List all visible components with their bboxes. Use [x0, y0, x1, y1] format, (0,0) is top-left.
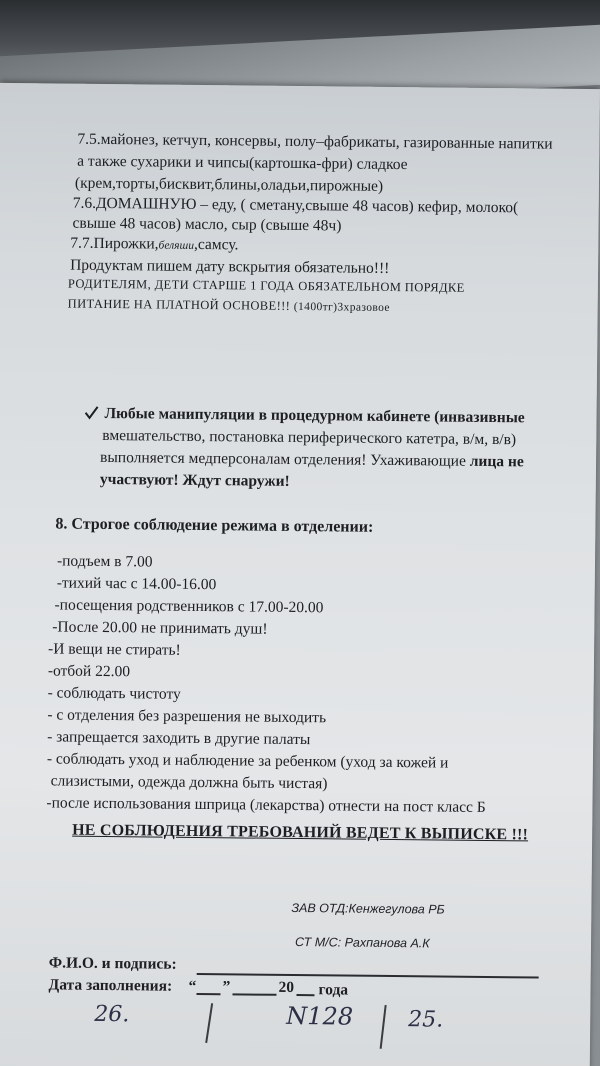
- head-of-department: ЗАВ ОТД:Кенжегулова РБ: [291, 900, 445, 917]
- date-year-suffix: года: [318, 981, 349, 999]
- rule-item: -И вещи не стирать!: [48, 640, 181, 659]
- s7-line-6: [70, 236, 238, 253]
- rule-item: -тихий час с 14.00-16.00: [56, 574, 217, 594]
- rule-item: -посещения родственников с 17.00-20.00: [54, 596, 324, 617]
- rule-item: -подъем в 7.00: [56, 552, 153, 571]
- rule-item: - запрещается заходить в другие палаты: [47, 728, 311, 749]
- checkmark-icon: [84, 406, 98, 420]
- date-day-line[interactable]: [196, 993, 220, 995]
- manip-line-2b: в/м, в/в): [462, 430, 517, 449]
- s7-line-8: РОДИТЕЛЯМ, ДЕТИ СТАРШЕ 1 ГОДА ОБЯЗАТЕЛЬНОМ ПОРЯДКЕ: [67, 276, 465, 295]
- s7-line-9: [68, 298, 390, 315]
- manip-line-4: участвуют! Ждут снаружи!: [99, 470, 290, 490]
- senior-nurse: СТ М/С: Рахпанова А.К: [294, 934, 430, 951]
- name-signature-label: Ф.И.О. и подпись:: [48, 954, 177, 973]
- rule-item: -после использования шприца (лекарства) отнести на пост класс Б: [46, 794, 486, 816]
- discharge-warning: НЕ СОБЛЮДЕНИЯ ТРЕБОВАНИЙ ВЕДЕТ К ВЫПИСКЕ !!!: [72, 821, 529, 844]
- manip-line-2a: вмешательство, постановка периферического катетра,: [102, 426, 460, 448]
- handwritten-number-3: 25.: [408, 1007, 444, 1033]
- manip-line-3c: лица не: [469, 452, 524, 471]
- document-page: [0, 83, 600, 1066]
- s7-line-6b: беляши: [158, 239, 195, 252]
- manip-line-3b: Ухаживающие: [370, 451, 466, 470]
- hand-divider-1: [205, 1003, 213, 1043]
- manip-line-3a: выполняется медперсоналам отделения!: [100, 448, 367, 469]
- handwritten-number-2: N128: [286, 1001, 354, 1031]
- s7-line-4: 7.6.ДОМАШНУЮ – еду, ( сметану,свыше 48 часов) кефир, молоко(: [72, 194, 519, 217]
- s7-line-6a: 7.7.Пирожки,: [70, 234, 159, 253]
- rule-item: -отбой 22.00: [47, 662, 131, 681]
- date-month-line[interactable]: [232, 993, 276, 995]
- date-label: Дата заполнения:: [48, 976, 173, 995]
- hand-divider-2: [380, 1005, 387, 1049]
- rule-item: -После 20.00 не принимать душ!: [52, 618, 268, 638]
- handwritten-number-1: 26.: [94, 1001, 130, 1028]
- manip-line-2: [102, 428, 516, 448]
- s7-line-9b: (1400тг)3хразовое: [293, 300, 391, 314]
- manip-line-3: [100, 450, 524, 470]
- date-year-line[interactable]: [296, 994, 314, 996]
- rule-item: - с отделения без разрешения не выходить: [47, 706, 327, 727]
- rule-item: - соблюдать чистоту: [47, 684, 181, 703]
- date-quote-close: ”: [222, 978, 231, 996]
- manip-line-1: Любые манипуляции в процедурном кабинете (инвазивные: [104, 404, 525, 427]
- rule-item: - соблюдать уход и наблюдение за ребенком (уход за кожей и: [46, 750, 449, 772]
- s7-line-1: 7.5.майонез, кетчуп, консервы, полу–фабрикаты, газированные напитки: [77, 130, 553, 153]
- name-signature-line[interactable]: [197, 973, 539, 978]
- section-8-heading: 8. Строгое соблюдение режима в отделении:: [55, 515, 374, 536]
- s7-line-6c: ,самсу.: [193, 235, 239, 254]
- date-year-prefix: 20: [278, 978, 295, 996]
- s7-line-9a: ПИТАНИЕ НА ПЛАТНОЙ ОСНОВЕ!!!: [67, 296, 291, 313]
- date-quote-open: “: [188, 977, 197, 995]
- s7-line-3: (крем,торты,бисквит,блины,оладьи,пирожные): [74, 174, 384, 195]
- s7-line-7: Продуктам пишем дату вскрытия обязательно!!!: [70, 256, 390, 277]
- s7-line-5: свыше 48 часов) масло, сыр (свыше 48ч): [72, 214, 342, 235]
- rule-item: слизистыми, одежда должна быть чистая): [50, 772, 328, 793]
- s7-line-2: а также сухарики и чипсы(картошка-фри) сладкое: [77, 152, 408, 174]
